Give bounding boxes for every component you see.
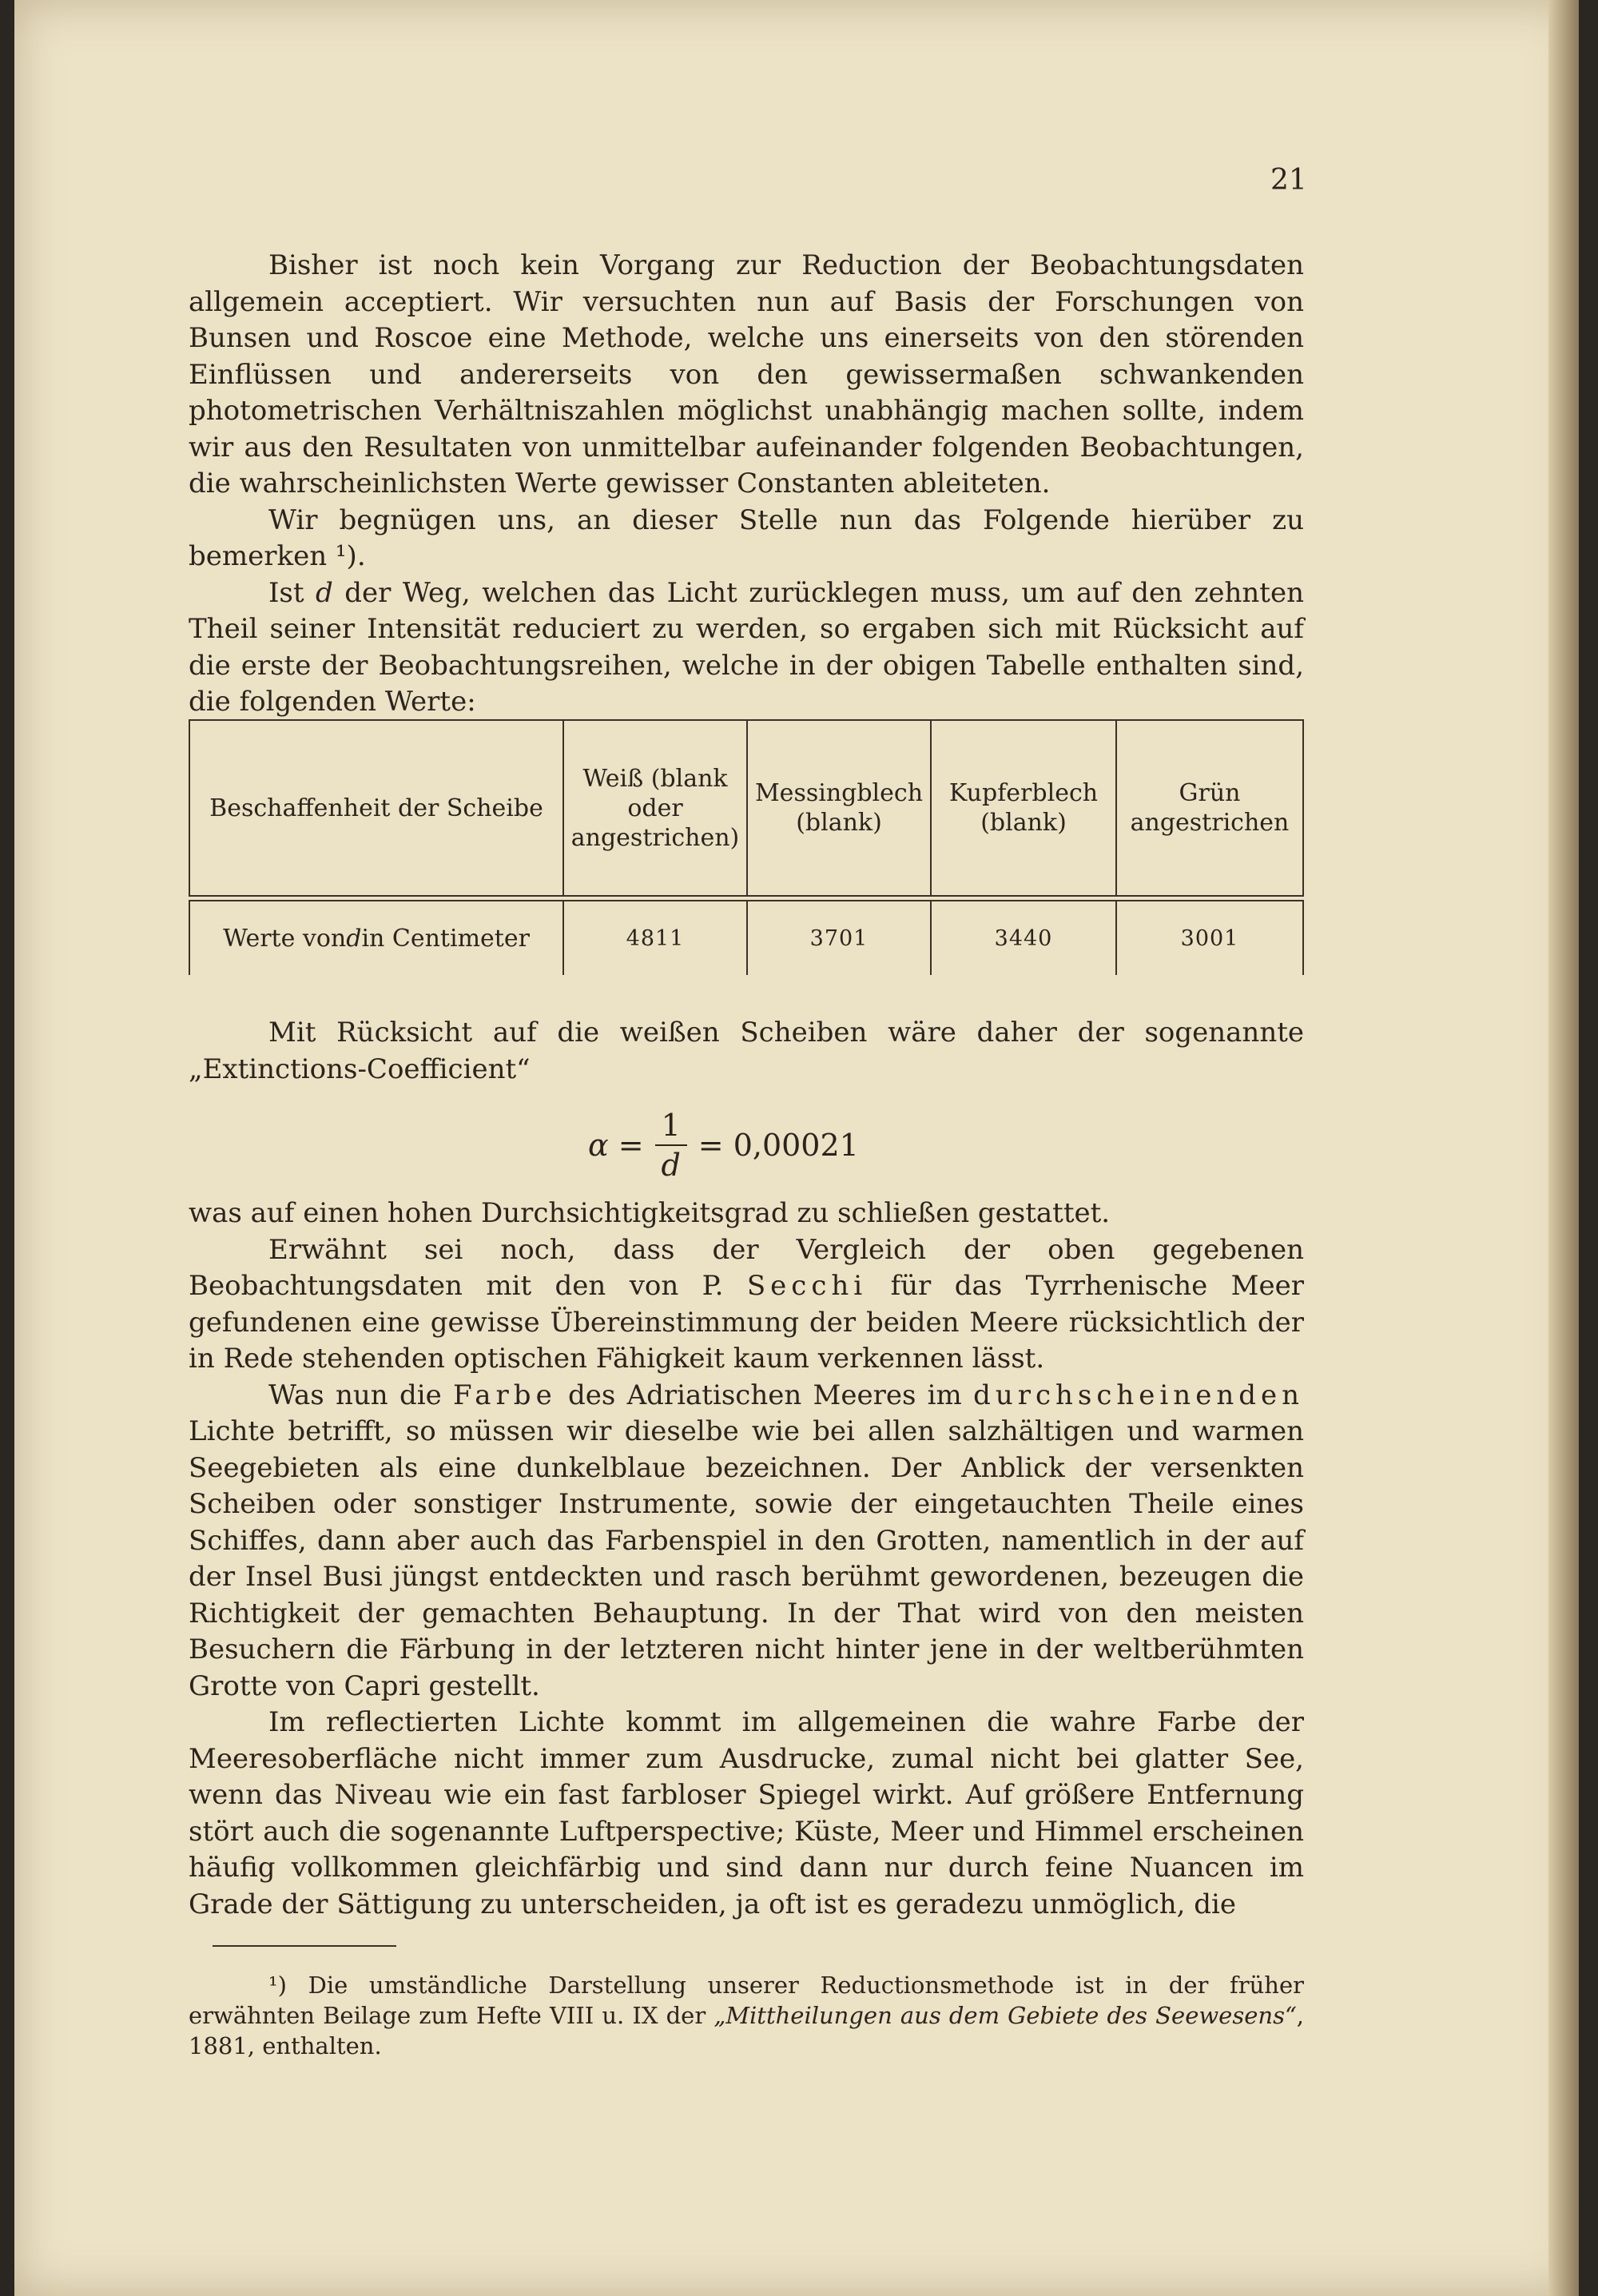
paragraph-7-text-b: des Adriatischen Meeres im [556,1379,974,1411]
header-beschaffenheit: Beschaffenheit der Scheibe [189,721,564,895]
paragraph-3-text-a: Ist [268,576,316,609]
paragraph-7-text-c: Lichte betrifft, so müssen wir dieselbe wie bei allen salzhältigen und warmen Seegebieten als eine dunkelblaue bezeichnen. Der Anblick der versenkten Scheiben oder sonstiger Instrumente, sowie der eingetauchten Theile eines Schiffes, dann aber auch das Farbenspiel in den Grotten, namentlich in der auf der Insel Busi jüngst entdeckten und rasch berühmt gewordenen, bezeugen die Richtigkeit der gemachten Behauptung. In der That wird von den meisten Besuchern die Färbung in der letzteren nicht hinter jene in der weltberühmten Grotte von Capri gestellt. [189,1415,1304,1702]
page-edge [1548,0,1579,2296]
paragraph-2: Wir begnügen uns, an dieser Stelle nun das Folgende hierüber zu bemerken ¹). [189,503,1304,572]
footnote-text-a: ¹) Die umständliche Darstellung unserer Reductionsmethode ist in der früher erwähnten Beilage zum Hefte VIII u. IX der [189,1972,1304,2029]
book-page [14,0,1579,2296]
row-label [189,901,564,975]
paragraph-5: was auf einen hohen Durchsichtigkeitsgrad zu schließen gestattet. [189,1197,1111,1229]
paragraph-6-text-a: Erwähnt sei noch, dass der Vergleich der oben gegebenen Beobachtungsdaten mit den von P. [189,1233,1304,1302]
footnote-text-b: , 1881, enthalten. [189,2002,1304,2059]
paragraph-1: Bisher ist noch kein Vorgang zur Reduction der Beobachtungsdaten allgemein acceptiert. Wir versuchten nun auf Basis der Forschungen von Bunsen und Roscoe eine Methode, welche uns einerseits von den störenden Einflüssen und andererseits von den gewissermaßen schwankenden photometrischen Verhältniszahlen möglichst unabhängig machen sollte, indem wir aus den Resultaten von unmittelbar aufeinander folgenden Beobachtungen, die wahrscheinlichsten Werte gewisser Constanten ableiteten. [189,249,1304,499]
values-table [189,719,1304,976]
paragraph-4: Mit Rücksicht auf die weißen Scheiben wäre daher der sogenannte „Extinctions-Coefficient“ [189,1017,1304,1085]
formula-fraction [655,1106,687,1184]
paragraph-3-text-b: der Weg, welchen das Licht zurücklegen muss, um auf den zehnten Theil seiner Intensität reduciert zu werden, so ergaben sich mit Rücksicht auf die erste der Beobachtungsreihen, welche in der obigen Tabelle enthalten sind, die folgenden Werte: [189,576,1304,718]
word-farbe: Farbe [453,1379,557,1411]
formula-rhs: = 0,00021 [698,1128,859,1163]
value-gruen: 3001 [1117,901,1304,975]
header-weiss: Weiß (blank oder angestrichen) [564,721,748,895]
value-weiss: 4811 [564,901,748,975]
footnote-rule [213,1945,396,1947]
formula-numerator: 1 [655,1106,687,1146]
table-header-row [189,719,1304,897]
formula-denominator: d [661,1148,681,1183]
value-kupferblech: 3440 [932,901,1117,975]
header-kupferblech: Kupferblech (blank) [932,721,1117,895]
header-gruen: Grün angestrichen [1117,721,1304,895]
paragraph-7-text-a: Was nun die [268,1379,453,1411]
footnote-text [189,1970,1304,2061]
page-number: 21 [1270,164,1307,197]
paragraph-8: Im reflectierten Lichte kommt im allgemeinen die wahre Farbe der Meeresoberfläche nicht immer zum Ausdrucke, zumal nicht bei glatter See, wenn das Niveau wie ein fast farbloser Spiegel wirkt. Auf größere Entfernung stört auch die sogenannte Luftperspective; Küste, Meer und Himmel erscheinen häufig vollkommen gleichfärbig und sind dann nur durch feine Nuancen im Grade der Sättigung zu unterscheiden, ja oft ist es geradezu unmöglich, die [189,1706,1304,1920]
name-secchi: Secchi [746,1270,868,1302]
header-messingblech: Messingblech (blank) [748,721,932,895]
paragraph-6 [189,1232,1304,1378]
row-label-text-a: Werte von [223,924,347,953]
variable-d: d [316,576,333,609]
body-text-mid [189,1015,1304,1088]
body-text-top [189,248,1304,721]
footnote [189,1970,1304,2061]
row-label-text-b: in Centimeter [361,924,530,953]
extinction-formula [588,1101,859,1189]
paragraph-3 [189,575,1304,721]
paragraph-6-text-b: für das Tyrrhenische Meer gefundenen eine gewisse Übereinstimmung der beiden Meere rücksichtlich der in Rede stehenden optischen Fähigkeit kaum verkennen lässt. [189,1270,1304,1375]
table-row [189,901,1304,976]
word-durchscheinenden: durchscheinenden [973,1379,1304,1411]
body-text-bottom [189,1196,1304,1923]
formula-lhs: α = [588,1128,644,1163]
row-label-variable: d [346,924,362,953]
value-messingblech: 3701 [748,901,932,975]
footnote-publication-title: „Mittheilungen aus dem Gebiete des Seewesens“ [714,2002,1297,2029]
paragraph-7 [189,1378,1304,1705]
